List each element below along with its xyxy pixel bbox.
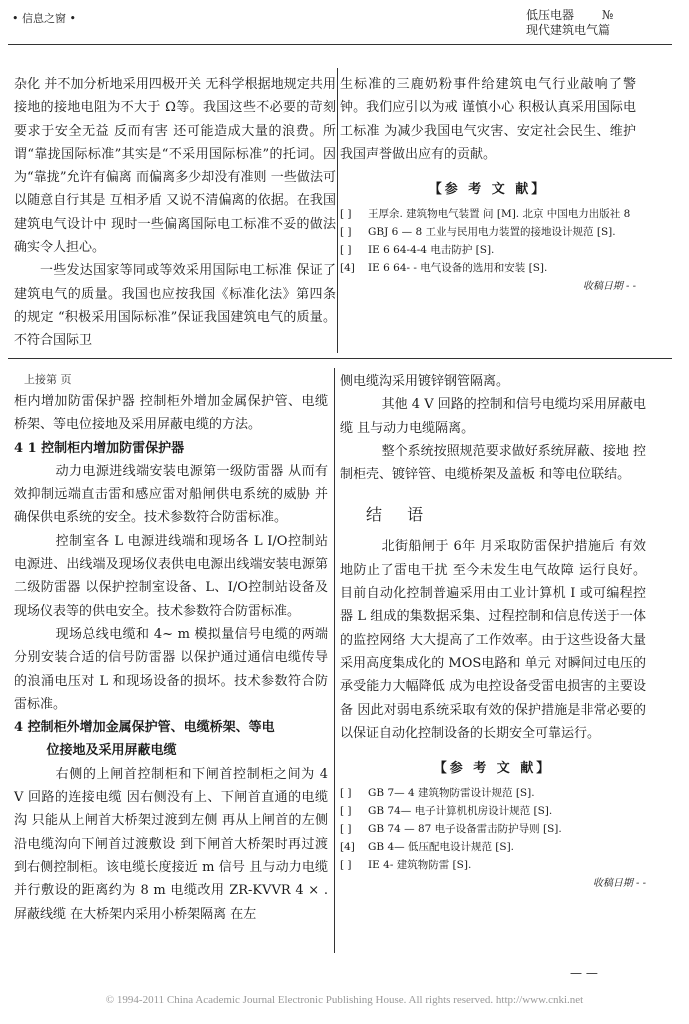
journal-title: 低压电器	[526, 8, 575, 22]
top-left-paragraph-2: 一些发达国家等同或等效采用国际电工标准 保证了建筑电气的质量。我国也应按我国《标准化法》第四条的规定 “积极采用国际标准”保证我国建筑电气的质量。不符合国际卫	[14, 263, 336, 349]
references-title-top: 【参 考 文 献】	[428, 182, 548, 198]
header-rule	[8, 44, 672, 45]
references-title-bottom: 【参 考 文 献】	[433, 761, 553, 777]
mid-rule	[8, 358, 672, 359]
reference-item: [ ] GBJ 6 — 8 工业与民用电力装置的接地设计规范 [S].	[340, 226, 616, 239]
subheading-4-1: 4 1 控制柜内增加防雷保护器	[14, 440, 185, 456]
issue-mark: №	[601, 8, 614, 22]
top-right-paragraph: 生标准的三鹿奶粉事件给建筑电气行业敲响了警钟。我们应引以为戒 谨慎小心 积极认真采用国际电工标准 为减少我国电气灾害、安定社会民生、维护我国声誉做出应有的贡献。	[340, 77, 636, 162]
bottom-column-divider	[334, 368, 335, 953]
page-number: — —	[570, 966, 598, 980]
received-date-top: 收稿日期 - -	[582, 281, 636, 293]
copyright-footer: © 1994-2011 China Academic Journal Electronic Publishing House. All rights reserved. http://www.cnki.net	[105, 994, 584, 1006]
conclusion-title: 结 语	[366, 505, 434, 525]
bottom-left-paragraph-3: 现场总线电缆和 4~ m 模拟量信号电缆的两端分别安装合适的信号防雷器 以保护通过通信电缆传导的浪涌电压对 L 和现场设备的损坏。技术参数符合防雷标准。	[14, 626, 328, 712]
reference-item: [ ] GB 74— 电子计算机机房设计规范 [S].	[340, 805, 553, 818]
reference-item: [ ] 王厚余. 建筑物电气装置 问 [M]. 北京 中国电力出版社 8	[340, 208, 631, 221]
received-date-bottom: 收稿日期 - -	[592, 878, 646, 890]
reference-item: [ ] IE 6 64-4-4 电击防护 [S].	[340, 244, 495, 257]
bottom-left-paragraph-2: 控制室各 L 电源进线端和现场各 L I/O控制站电源进、出线端及现场仪表供电电源出线端安装电源第二级防雷器 以保护控制室设备、L、I/O控制站设备及现场仪表等的供电安全。技术参数符合防雷标准。	[14, 533, 328, 619]
bottom-right-paragraph-1: 侧电缆沟采用镀锌钢管隔离。	[340, 374, 510, 389]
reference-item: [4] IE 6 64- - 电气设备的选用和安装 [S].	[340, 262, 548, 275]
bottom-right-paragraph-4: 北街船闸于 6年 月采取防雷保护措施后 有效地防止了雷电干扰 至今未发生电气故障 运行良好。目前自动化控制普遍采用由工业计算机 I 或可编程控器 L 组成的集数据采集、过程控制和信息传送于一体的监控网络 大大提高了工作效率。由于这些设备大量采用高度集成化的 MOS电路和 单元 对瞬间过电压的承受能力大幅降低 成为电控设备受雷电损害的主要设备 因此对弱电系统采取有效的保护措施是非常必要的 以保证自动化控制设备的长期安全可靠运行。	[340, 539, 646, 741]
reference-item: [ ] GB 7— 4 建筑物防雷设计规范 [S].	[340, 787, 535, 800]
references-list-top	[340, 205, 636, 277]
bottom-left-paragraph-1: 动力电源进线端安装电源第一级防雷器 从而有效抑制远端直击雷和感应雷对船闸供电系统的威胁 并确保供电系统的安全。技术参数符合防雷标准。	[14, 463, 328, 526]
top-column-divider	[337, 68, 338, 353]
bottom-left-paragraph-4: 右侧的上闸首控制柜和下闸首控制柜之间为 4 V 回路的连接电缆 因右侧没有上、下闸首直通的电缆沟 只能从上闸首大桥架过渡到左侧 再从上闸首的左侧沿电缆沟向下闸首过渡敷设 到下闸首大桥架时再过渡到右侧控制柜。该电缆长度接近 m 信号 且与动力电缆并行敷设的距离约为 8 m 电缆改用 ZR-KVVR 4 × . 屏蔽线缆 在大桥架内采用小桥架隔离 在左	[14, 766, 328, 922]
column-name: 现代建筑电气篇	[526, 23, 611, 37]
bottom-right-paragraph-3: 整个系统按照规范要求做好系统屏蔽、接地 控制柜壳、镀锌管、电缆桥架及盖板 和等电位联结。	[340, 443, 646, 483]
reference-item: [4] GB 4— 低压配电设计规范 [S].	[340, 841, 515, 854]
continued-note: 上接第 页	[24, 373, 72, 386]
reference-item: [ ] GB 74 — 87 电子设备雷击防护导则 [S].	[340, 823, 562, 836]
reference-item: [ ] IE 4- 建筑物防雷 [S].	[340, 859, 472, 872]
section-label: • 信息之窗 •	[12, 12, 76, 25]
bottom-right-column	[340, 370, 646, 889]
references-list-bottom	[340, 784, 646, 874]
bottom-right-paragraph-2: 其他 4 V 回路的控制和信号电缆均采用屏蔽电缆 且与动力电缆隔离。	[340, 397, 646, 436]
bottom-left-column	[14, 370, 328, 926]
subheading-4-2-line-1: 4 控制柜外增加金属保护管、电缆桥架、等电	[14, 720, 275, 736]
bottom-left-intro: 柜内增加防雷保护器 控制柜外增加金属保护管、电缆桥架、等电位接地及采用屏蔽电缆的方法。	[14, 394, 328, 433]
top-right-column	[340, 73, 636, 292]
top-left-column	[14, 73, 336, 353]
top-left-paragraph-1: 杂化 并不加分析地采用四极开关 无科学根据地规定共用接地的接地电阻为不大于 Ω等。我国这些不必要的苛刻要求于安全无益 反而有害 还可能造成大量的浪费。所谓“靠拢国际标准”其实是“不采用国际标准”的托词。因为“靠拢”允许有偏离 而偏离多少却没有准则 一些做法可以随意自行其是 互相矛盾 又说不清偏离的依据。在我国建筑电气设计中 现时一些偏离国际电工标准不妥的做法确实令人担心。	[14, 77, 336, 256]
subheading-4-2-line-2: 位接地及采用屏蔽电缆	[46, 743, 177, 759]
